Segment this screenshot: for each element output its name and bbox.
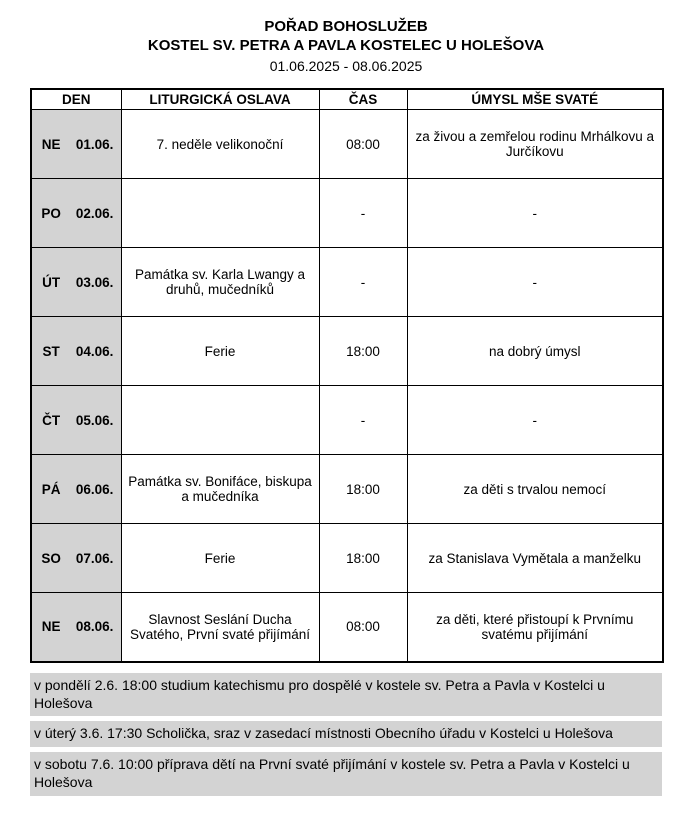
day-abbrev: PO bbox=[41, 205, 61, 221]
day-cell bbox=[31, 179, 121, 248]
day-date: 06.06. bbox=[75, 481, 114, 497]
intention-cell: za Stanislava Vymětala a manželku bbox=[407, 524, 663, 593]
celebration-cell: 7. neděle velikonoční bbox=[121, 110, 319, 179]
day-cell bbox=[31, 524, 121, 593]
day-abbrev: PÁ bbox=[41, 481, 61, 497]
day-cell bbox=[31, 386, 121, 455]
day-abbrev: ST bbox=[42, 343, 60, 359]
intention-cell: za děti s trvalou nemocí bbox=[407, 455, 663, 524]
column-header-day: DEN bbox=[31, 89, 121, 110]
day-date: 02.06. bbox=[75, 205, 114, 221]
celebration-cell: Památka sv. Karla Lwangy a druhů, mučedníků bbox=[121, 248, 319, 317]
time-cell: 18:00 bbox=[319, 455, 407, 524]
schedule-table bbox=[30, 88, 664, 663]
day-cell bbox=[31, 248, 121, 317]
page-subtitle: KOSTEL SV. PETRA A PAVLA KOSTELEC U HOLEŠOVA bbox=[147, 37, 545, 54]
table-row bbox=[31, 524, 663, 593]
time-cell: - bbox=[319, 386, 407, 455]
day-abbrev: ČT bbox=[42, 412, 61, 428]
table-row bbox=[31, 593, 663, 662]
day-cell bbox=[31, 110, 121, 179]
note-monday: v pondělí 2.6. 18:00 studium katechismu pro dospělé v kostele sv. Petra a Pavla v Kostelci u Holešova bbox=[30, 673, 662, 717]
day-date: 07.06. bbox=[75, 550, 114, 566]
day-date: 05.06. bbox=[75, 412, 114, 428]
table-row bbox=[31, 455, 663, 524]
celebration-cell: Slavnost Seslání Ducha Svatého, První svaté přijímání bbox=[121, 593, 319, 662]
time-cell: - bbox=[319, 179, 407, 248]
time-cell: 18:00 bbox=[319, 317, 407, 386]
day-abbrev: SO bbox=[41, 550, 61, 566]
table-row bbox=[31, 110, 663, 179]
intention-cell: na dobrý úmysl bbox=[407, 317, 663, 386]
date-range: 01.06.2025 - 08.06.2025 bbox=[269, 58, 423, 74]
day-date: 04.06. bbox=[75, 343, 114, 359]
day-cell bbox=[31, 593, 121, 662]
page-title: POŘAD BOHOSLUŽEB bbox=[264, 18, 428, 35]
time-cell: 08:00 bbox=[319, 593, 407, 662]
table-row bbox=[31, 317, 663, 386]
time-cell: - bbox=[319, 248, 407, 317]
day-cell bbox=[31, 455, 121, 524]
intention-cell: - bbox=[407, 179, 663, 248]
note-saturday: v sobotu 7.6. 10:00 příprava dětí na První svaté přijímání v kostele sv. Petra a Pavla v Kostelci u Holešova bbox=[30, 752, 662, 796]
column-header-intention: ÚMYSL MŠE SVATÉ bbox=[407, 89, 663, 110]
intention-cell: - bbox=[407, 248, 663, 317]
column-header-time: ČAS bbox=[319, 89, 407, 110]
time-cell: 08:00 bbox=[319, 110, 407, 179]
intention-cell: za děti, které přistoupí k Prvnímu svatému přijímání bbox=[407, 593, 663, 662]
table-row bbox=[31, 248, 663, 317]
day-abbrev: ÚT bbox=[42, 274, 61, 290]
intention-cell: - bbox=[407, 386, 663, 455]
time-cell: 18:00 bbox=[319, 524, 407, 593]
day-date: 03.06. bbox=[75, 274, 114, 290]
column-header-celebration: LITURGICKÁ OSLAVA bbox=[121, 89, 319, 110]
day-date: 01.06. bbox=[75, 136, 114, 152]
intention-cell: za živou a zemřelou rodinu Mrhálkovu a Jurčíkovu bbox=[407, 110, 663, 179]
celebration-cell: Památka sv. Bonifáce, biskupa a mučedníka bbox=[121, 455, 319, 524]
day-date: 08.06. bbox=[75, 619, 114, 635]
celebration-cell: Ferie bbox=[121, 524, 319, 593]
day-cell bbox=[31, 317, 121, 386]
celebration-cell bbox=[121, 386, 319, 455]
page-header bbox=[30, 18, 662, 74]
table-row bbox=[31, 179, 663, 248]
table-header-row bbox=[31, 89, 663, 110]
notes-section bbox=[30, 673, 662, 796]
note-tuesday: v úterý 3.6. 17:30 Scholička, sraz v zasedací místnosti Obecního úřadu v Kostelci u Holešova bbox=[30, 721, 662, 746]
day-abbrev: NE bbox=[41, 136, 61, 152]
table-row bbox=[31, 386, 663, 455]
day-abbrev: NE bbox=[41, 619, 61, 635]
celebration-cell: Ferie bbox=[121, 317, 319, 386]
celebration-cell bbox=[121, 179, 319, 248]
